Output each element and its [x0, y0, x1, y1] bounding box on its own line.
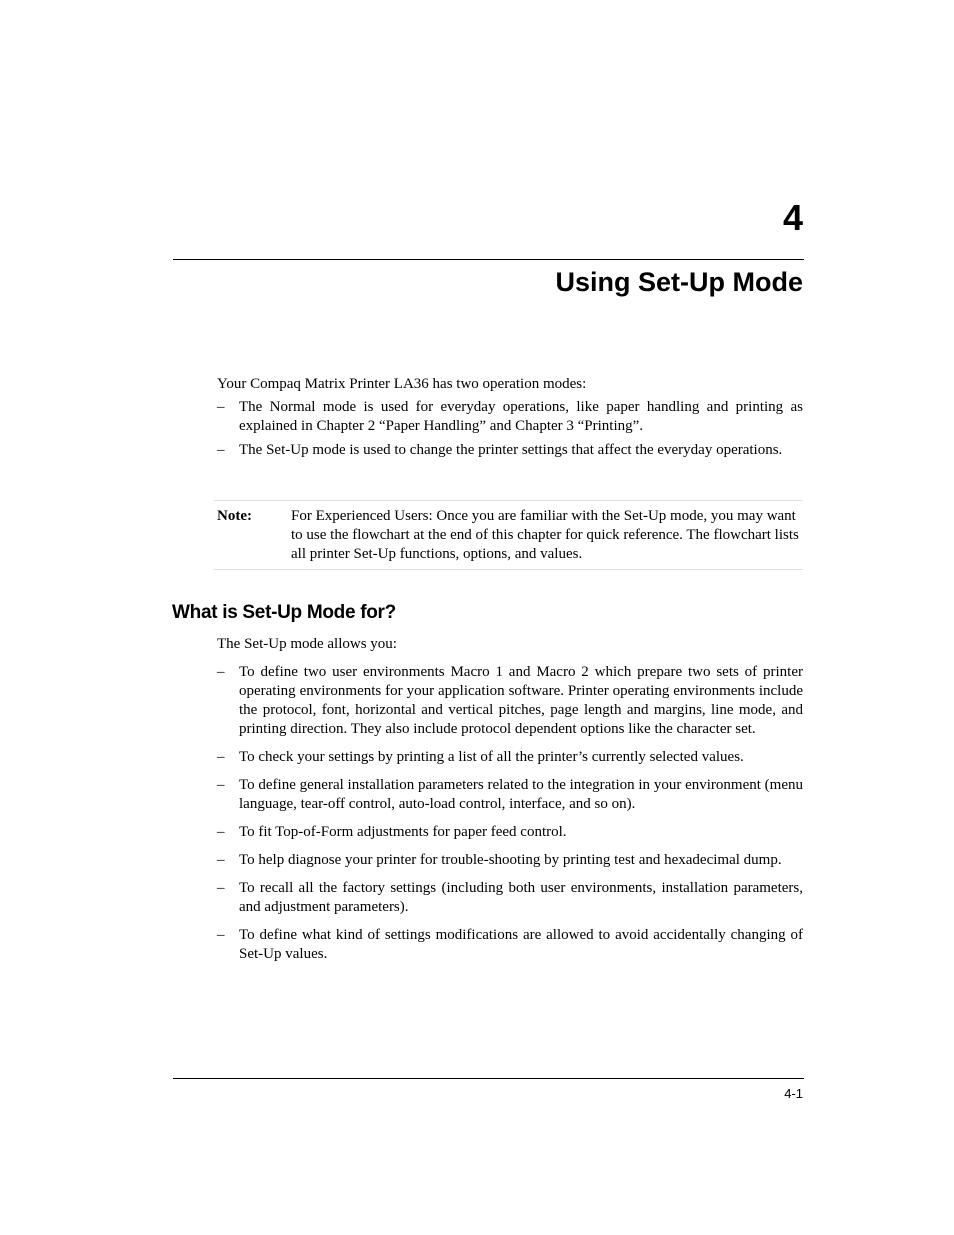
list-item-text: The Normal mode is used for everyday operations, like paper handling and printing as explained in Chapter 2 “Paper Handling” and Chapter 3 “Printing”.: [239, 399, 803, 434]
list-item: [217, 851, 803, 870]
chapter-title: Using Set-Up Mode: [555, 267, 803, 297]
intro-list: [217, 398, 803, 460]
section-heading: What is Set-Up Mode for?: [172, 602, 396, 623]
dash-bullet: –: [217, 777, 225, 793]
section-list: [217, 663, 803, 964]
list-item: [217, 398, 803, 436]
list-item-text: To recall all the factory settings (including both user environments, installation parameters, and adjustment parameters).: [239, 880, 803, 915]
list-item-text: To check your settings by printing a list of all the printer’s currently selected values.: [239, 749, 744, 765]
dash-bullet: –: [217, 852, 225, 868]
list-item: [217, 748, 803, 767]
intro-block: [217, 375, 803, 465]
intro-lead: Your Compaq Matrix Printer LA36 has two operation modes:: [217, 376, 587, 392]
dash-bullet: –: [217, 880, 225, 896]
dash-bullet: –: [217, 824, 225, 840]
list-item-text: To help diagnose your printer for trouble-shooting by printing test and hexadecimal dump.: [239, 852, 782, 868]
dash-bullet: –: [217, 927, 225, 943]
list-item: [217, 776, 803, 814]
dash-bullet: –: [217, 442, 225, 458]
list-item: [217, 926, 803, 964]
list-item: [217, 441, 803, 460]
list-item: [217, 879, 803, 917]
dash-bullet: –: [217, 749, 225, 765]
list-item: [217, 663, 803, 739]
chapter-number: 4: [782, 197, 803, 238]
note-label: Note:: [217, 508, 252, 524]
list-item: [217, 823, 803, 842]
dash-bullet: –: [217, 399, 225, 415]
list-item-text: To fit Top-of-Form adjustments for paper feed control.: [239, 824, 567, 840]
list-item-text: To define general installation parameters related to the integration in your environment (menu language, tear-off control, auto-load control, interface, and so on).: [239, 777, 803, 812]
list-item-text: The Set-Up mode is used to change the printer settings that affect the everyday operations.: [239, 442, 783, 458]
list-item-text: To define what kind of settings modifications are allowed to avoid accidentally changing of Set-Up values.: [239, 927, 803, 962]
dash-bullet: –: [217, 664, 225, 680]
note-box: [214, 500, 803, 570]
page-number: 4-1: [784, 1086, 803, 1101]
section-lead: The Set-Up mode allows you:: [217, 636, 397, 652]
section-body: [217, 635, 803, 973]
list-item-text: To define two user environments Macro 1 and Macro 2 which prepare two sets of printer operating environments for your application software. Printer operating environments include the protocol, font, horizontal and vertical pitches, page length and margins, line mode, and printing direction. They also include protocol dependent options like the character set.: [239, 664, 803, 737]
footer-rule: [173, 1078, 804, 1079]
chapter-title-rule: [173, 259, 804, 260]
note-text: For Experienced Users: Once you are familiar with the Set-Up mode, you may want to use the flowchart at the end of this chapter for quick reference. The flowchart lists all printer Set-Up functions, options, and values.: [291, 508, 799, 562]
